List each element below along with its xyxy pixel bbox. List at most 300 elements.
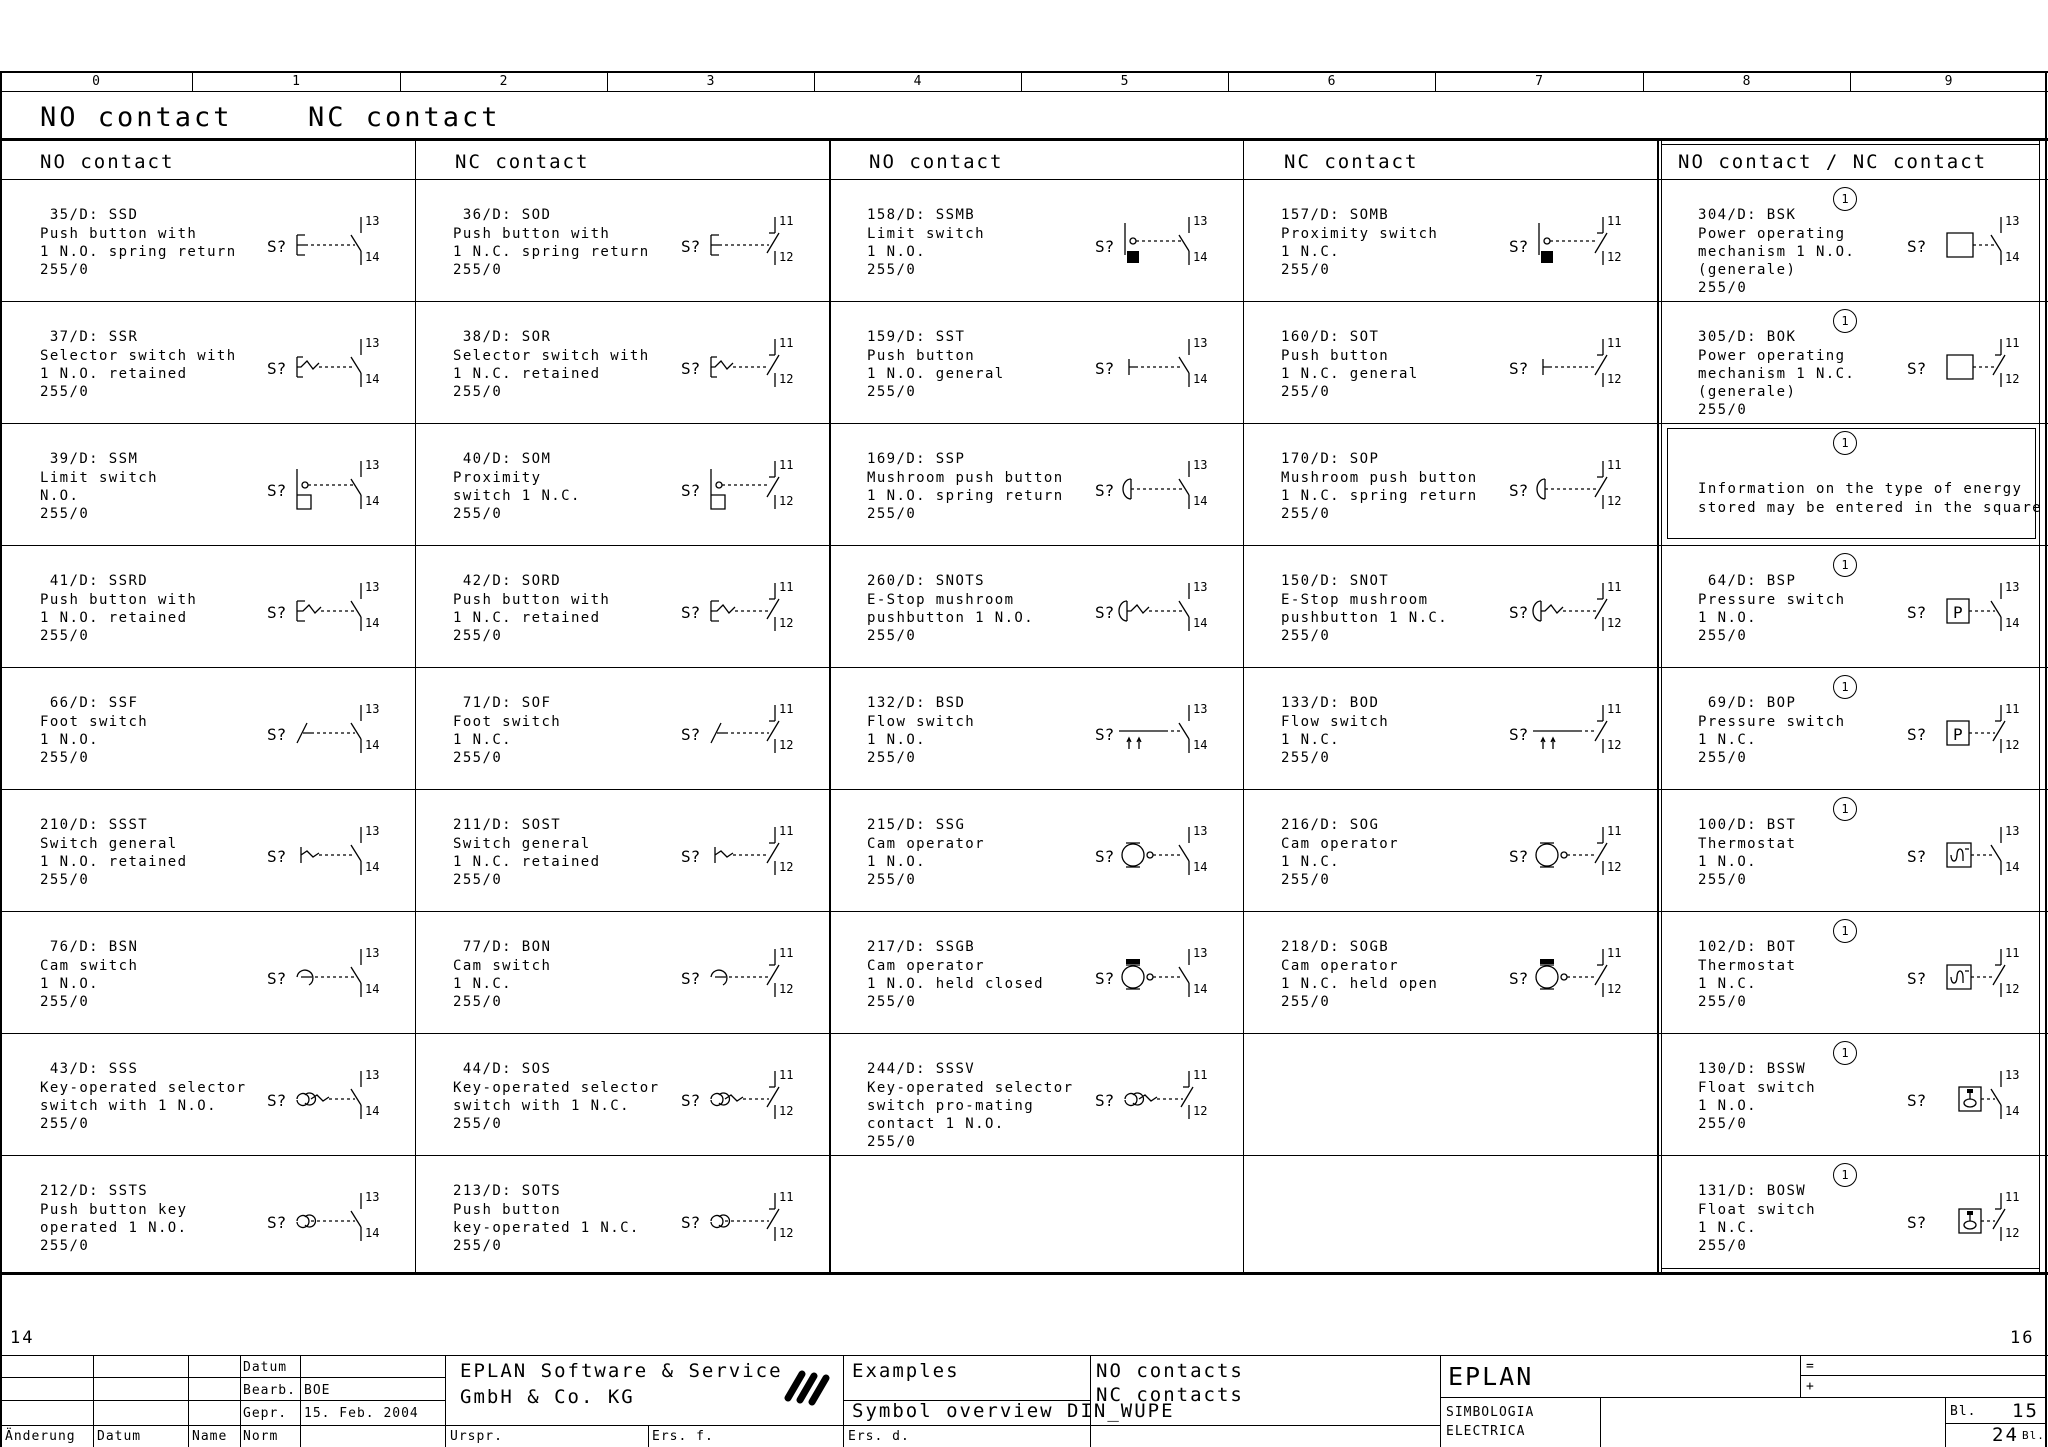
device-ref-label: S? <box>1509 725 1529 744</box>
device-ref-label: S? <box>681 481 701 500</box>
column-number-0: 0 <box>92 74 100 89</box>
device-code: 169/D: SSP <box>867 451 966 467</box>
terminal-number-bottom: 14 <box>365 494 380 508</box>
frame-right <box>2045 71 2047 1447</box>
contact-symbol <box>1907 813 2027 891</box>
device-ref-label: S? <box>681 725 701 744</box>
terminal-number-bottom: 12 <box>1607 982 1622 996</box>
symbol-pb-retained <box>681 569 801 647</box>
symbol-pb-spring <box>681 203 801 281</box>
device-ref-label: S? <box>1907 847 1927 866</box>
device-description-line: Selector switch with <box>40 347 237 364</box>
sheet-title-2: NC contacts <box>1096 1384 1244 1406</box>
sheet-total-label: Bl. <box>2022 1429 2045 1442</box>
sheet-number: 15 <box>2012 1400 2039 1422</box>
device-description-line: 1 N.C. spring return <box>453 243 650 260</box>
device-description-line: 1 N.O. held closed <box>867 975 1044 992</box>
held-marker <box>1540 959 1554 964</box>
plus-field: + <box>1806 1379 1815 1394</box>
symbol-stroke <box>297 469 311 509</box>
terminal-number-bottom: 14 <box>365 250 380 264</box>
symbol-estop <box>1509 569 1629 647</box>
ers-f-label: Ers. f. <box>652 1429 714 1444</box>
device-description-line: Push button with <box>40 225 198 242</box>
device-description-line: Thermostat <box>1698 835 1797 852</box>
device-description-line: 1 N.O. retained <box>40 853 188 870</box>
symbol-stroke <box>767 965 779 985</box>
titleblock-col <box>188 1355 189 1447</box>
device-description-line: 255/0 <box>453 1238 503 1255</box>
device-description-line: 255/0 <box>40 872 90 889</box>
symbol-stroke <box>297 357 319 377</box>
device-description-line: 1 N.O. <box>867 731 926 748</box>
column-divider <box>415 141 416 1272</box>
terminal-number-top: 13 <box>1193 824 1208 838</box>
symbol-float <box>1907 1057 2027 1135</box>
column-number-4: 4 <box>913 74 922 89</box>
terminal-number-bottom: 12 <box>1607 738 1622 752</box>
sheet-total: 24 <box>1992 1424 2019 1446</box>
device-description-line: Power operating <box>1698 347 1846 364</box>
contact-symbol <box>1509 325 1629 403</box>
device-ref-label: S? <box>681 237 701 256</box>
terminal-number-bottom: 14 <box>1193 860 1208 874</box>
bearb-value: BOE <box>304 1383 331 1398</box>
note-marker: 1 <box>1833 675 1857 699</box>
device-ref-label: S? <box>1907 1213 1927 1232</box>
column-ruler-bottom <box>0 91 2048 92</box>
symbol-stroke <box>1561 852 1567 858</box>
symbol-stroke <box>297 1093 329 1106</box>
symbol-foot <box>267 691 387 769</box>
note-marker: 1 <box>1833 919 1857 943</box>
device-ref-label: S? <box>681 1091 701 1110</box>
symbol-cam-op-held <box>1509 935 1629 1013</box>
device-description-line: Pressure switch <box>1698 713 1846 730</box>
symbol-stroke <box>1595 721 1607 741</box>
device-code: 260/D: SNOTS <box>867 573 985 589</box>
terminal-number-top: 11 <box>779 580 794 594</box>
bearb-label: Bearb. <box>243 1383 296 1398</box>
terminal-number-top: 13 <box>1193 580 1208 594</box>
device-code: 66/D: SSF <box>40 695 139 711</box>
symbol-stroke <box>1991 1089 2001 1105</box>
symbol-foot <box>681 691 801 769</box>
device-description-line: 255/0 <box>1698 280 1748 297</box>
contact-symbol <box>1095 813 1215 891</box>
symbol-stroke <box>1947 355 1973 379</box>
symbol-stroke <box>1122 966 1144 988</box>
device-description-line: Cam operator <box>1281 835 1399 852</box>
symbol-pressure <box>1907 691 2027 769</box>
device-ref-label: S? <box>1095 481 1115 500</box>
device-code: 102/D: BOT <box>1698 939 1797 955</box>
device-description-line: 255/0 <box>453 262 503 279</box>
column-divider <box>829 141 831 1272</box>
device-description-line: mechanism 1 N.O. <box>1698 243 1856 260</box>
symbol-stroke <box>767 477 779 497</box>
symbol-stroke <box>351 967 361 983</box>
device-ref-label: S? <box>267 481 287 500</box>
terminal-number-top: 13 <box>2005 214 2020 228</box>
limit-switch-body <box>1127 251 1139 263</box>
norm-label: Norm <box>243 1429 279 1444</box>
device-code: 160/D: SOT <box>1281 329 1380 345</box>
row-divider <box>0 789 2048 790</box>
column-divider <box>1657 141 1659 1272</box>
symbol-stroke <box>767 721 779 741</box>
terminal-number-bottom: 12 <box>779 616 794 630</box>
datum-column-label: Datum <box>97 1429 142 1444</box>
terminal-number-bottom: 14 <box>2005 1104 2020 1118</box>
device-code: 304/D: BSK <box>1698 207 1797 223</box>
device-ref-label: S? <box>1095 725 1115 744</box>
terminal-number-top: 13 <box>365 458 380 472</box>
terminal-number-top: 13 <box>1193 946 1208 960</box>
device-code: 71/D: SOF <box>453 695 552 711</box>
terminal-number-bottom: 14 <box>1193 738 1208 752</box>
symbol-stroke <box>351 357 361 373</box>
device-code: 77/D: BON <box>453 939 552 955</box>
symbol-pb-general <box>1095 325 1215 403</box>
terminal-number-bottom: 14 <box>2005 250 2020 264</box>
column-number-6: 6 <box>1327 74 1336 89</box>
terminal-number-top: 13 <box>2005 1068 2020 1082</box>
info-box <box>2035 428 2036 538</box>
device-description-line: 255/0 <box>40 1116 90 1133</box>
device-description-line: 255/0 <box>1281 384 1331 401</box>
device-description-line: (generale) <box>1698 262 1797 279</box>
contact-symbol <box>267 813 387 891</box>
device-code: 130/D: BSSW <box>1698 1061 1807 1077</box>
device-description-line: 255/0 <box>453 872 503 889</box>
device-description-line: 255/0 <box>867 506 917 523</box>
device-description-line: 1 N.O. <box>1698 1097 1757 1114</box>
device-code: 244/D: SSSV <box>867 1061 976 1077</box>
titleblock-top <box>0 1355 2048 1356</box>
contact-symbol <box>681 447 801 525</box>
device-ref-label: S? <box>267 847 287 866</box>
terminal-number-top: 13 <box>2005 824 2020 838</box>
device-ref-label: S? <box>681 359 701 378</box>
title-rule <box>0 138 2048 141</box>
device-description-line: Push button with <box>453 225 611 242</box>
device-description-line: 255/0 <box>1698 750 1748 767</box>
device-description-line: 255/0 <box>40 506 90 523</box>
symbol-stroke <box>1595 477 1607 497</box>
symbol-stroke <box>1179 723 1189 739</box>
device-ref-label: S? <box>681 1213 701 1232</box>
contact-symbol <box>681 691 801 769</box>
device-description-line: 255/0 <box>1698 872 1748 889</box>
device-description-line: 255/0 <box>40 994 90 1011</box>
symbol-stroke <box>767 1087 779 1107</box>
device-description-line: 1 N.C. <box>453 731 512 748</box>
device-ref-label: S? <box>1907 725 1927 744</box>
float-marker <box>1967 1089 1973 1093</box>
device-description-line: Pressure switch <box>1698 591 1846 608</box>
contact-symbol <box>681 569 801 647</box>
contact-symbol <box>1095 691 1215 769</box>
titleblock-col <box>1945 1397 1946 1447</box>
device-description-line: Mushroom push button <box>867 469 1064 486</box>
gepr-label: Gepr. <box>243 1406 288 1421</box>
device-description-line: 255/0 <box>1281 628 1331 645</box>
symbol-stroke <box>711 601 735 621</box>
device-code: 100/D: BST <box>1698 817 1797 833</box>
column-header: NC contact <box>1284 151 1419 173</box>
device-description-line: Foot switch <box>453 713 562 730</box>
terminal-number-bottom: 14 <box>365 1104 380 1118</box>
device-description-line: 255/0 <box>867 994 917 1011</box>
symbol-stroke <box>351 723 361 739</box>
titleblock-col <box>843 1355 844 1447</box>
device-description-line: 1 N.O. <box>867 853 926 870</box>
device-code: 36/D: SOD <box>453 207 552 223</box>
symbol-stroke <box>1126 843 1140 867</box>
symbol-stroke <box>1595 843 1607 863</box>
note-col-bottom <box>1661 1268 2039 1269</box>
device-code: 210/D: SSST <box>40 817 149 833</box>
device-description-line: Cam switch <box>453 957 552 974</box>
symbol-stroke <box>1179 601 1189 617</box>
terminal-number-top: 11 <box>1607 336 1622 350</box>
symbol-stroke <box>767 233 779 253</box>
terminal-number-top: 11 <box>779 458 794 472</box>
device-description-line: 255/0 <box>40 750 90 767</box>
symbol-stroke <box>1561 974 1567 980</box>
device-description-line: 255/0 <box>453 384 503 401</box>
device-ref-label: S? <box>1095 359 1115 378</box>
device-code: 305/D: BOK <box>1698 329 1797 345</box>
device-description-line: Mushroom push button <box>1281 469 1478 486</box>
device-code: 211/D: SOST <box>453 817 562 833</box>
contact-symbol <box>1907 1179 2027 1257</box>
device-ref-label: S? <box>1509 359 1529 378</box>
symbol-cam-op <box>1509 813 1629 891</box>
terminal-number-top: 13 <box>365 1068 380 1082</box>
device-description-line: Float switch <box>1698 1079 1816 1096</box>
contact-symbol <box>267 569 387 647</box>
symbol-limit-filled <box>1095 203 1215 281</box>
device-ref-label: S? <box>681 847 701 866</box>
symbol-stroke <box>1947 233 1973 257</box>
device-description-line: 1 N.C. <box>1281 731 1340 748</box>
terminal-number-bottom: 14 <box>2005 616 2020 630</box>
terminal-number-bottom: 12 <box>1607 372 1622 386</box>
device-description-line: Selector switch with <box>453 347 650 364</box>
symbol-thermo <box>1907 935 2027 1013</box>
pressure-letter: P <box>1953 603 1963 622</box>
note-marker: 1 <box>1833 309 1857 333</box>
symbol-pb-general <box>1509 325 1629 403</box>
device-description-line: 255/0 <box>1281 872 1331 889</box>
device-description-line: 255/0 <box>1698 628 1748 645</box>
device-description-line: Switch general <box>453 835 591 852</box>
titleblock-row <box>1800 1375 2046 1376</box>
terminal-number-top: 13 <box>365 580 380 594</box>
column-header: NC contact <box>455 151 590 173</box>
terminal-number-bottom: 14 <box>1193 982 1208 996</box>
device-description-line: 255/0 <box>1698 1116 1748 1133</box>
symbol-key-selector <box>681 1057 801 1135</box>
device-description-line: Push button <box>453 1201 562 1218</box>
device-description-line: Float switch <box>1698 1201 1816 1218</box>
contact-symbol <box>1095 447 1215 525</box>
device-description-line: Push button with <box>453 591 611 608</box>
terminal-number-bottom: 14 <box>1193 250 1208 264</box>
symbol-stroke <box>1147 974 1153 980</box>
symbol-stroke <box>1964 1099 1976 1107</box>
contact-symbol <box>267 1179 387 1257</box>
device-ref-label: S? <box>1907 603 1927 622</box>
terminal-number-top: 13 <box>365 946 380 960</box>
terminal-number-bottom: 12 <box>779 982 794 996</box>
note-col-top <box>1661 144 2039 145</box>
device-description-line: 1 N.C. retained <box>453 609 601 626</box>
device-ref-label: S? <box>1509 603 1529 622</box>
device-code: 157/D: SOMB <box>1281 207 1390 223</box>
page-title-nc: NC contact <box>308 102 501 133</box>
device-ref-label: S? <box>267 603 287 622</box>
device-code: 76/D: BSN <box>40 939 139 955</box>
terminal-number-top: 11 <box>2005 336 2020 350</box>
device-description-line: Foot switch <box>40 713 149 730</box>
terminal-number-bottom: 12 <box>2005 1226 2020 1240</box>
contact-symbol <box>1509 203 1629 281</box>
device-description-line: E-Stop mushroom <box>867 591 1015 608</box>
symbol-box <box>1907 203 2027 281</box>
device-description-line: Proximity switch <box>1281 225 1439 242</box>
note-marker: 1 <box>1833 431 1857 455</box>
symbol-stroke <box>1991 235 2001 251</box>
titleblock-row <box>1440 1397 2046 1398</box>
symbol-stroke <box>767 843 779 863</box>
device-description-line: switch 1 N.C. <box>453 487 581 504</box>
contact-symbol <box>681 203 801 281</box>
terminal-number-top: 13 <box>365 336 380 350</box>
symbol-stroke <box>351 845 361 861</box>
device-code: 131/D: BOSW <box>1698 1183 1807 1199</box>
symbol-stroke <box>1537 479 1545 499</box>
symbol-pb-retained <box>267 569 387 647</box>
info-box <box>1667 428 1668 538</box>
titleblock-col <box>445 1355 446 1447</box>
device-description-line: Key-operated selector <box>867 1079 1074 1096</box>
column-header: NO contact <box>869 151 1004 173</box>
device-description-line: 1 N.O. retained <box>40 609 188 626</box>
contact-symbol <box>1095 203 1215 281</box>
terminal-number-top: 11 <box>779 946 794 960</box>
device-description-line: switch with 1 N.O. <box>40 1097 217 1114</box>
symbol-cam-op-held <box>1095 935 1215 1013</box>
symbol-stroke <box>1993 721 2005 741</box>
device-code: 42/D: SORD <box>453 573 562 589</box>
titleblock-col <box>1600 1397 1601 1447</box>
terminal-number-top: 13 <box>365 702 380 716</box>
device-description-line: 255/0 <box>867 750 917 767</box>
sheet-description: Symbol overview DIN_WUPE <box>852 1400 1175 1422</box>
device-description-line: Push button <box>867 347 976 364</box>
contact-symbol <box>1509 569 1629 647</box>
device-description-line: Cam switch <box>40 957 139 974</box>
contact-symbol <box>1509 447 1629 525</box>
symbol-stroke <box>297 601 321 621</box>
device-description-line: 1 N.O. <box>1698 853 1757 870</box>
device-ref-label: S? <box>267 237 287 256</box>
terminal-number-bottom: 12 <box>1607 860 1622 874</box>
symbol-stroke <box>351 1211 361 1227</box>
note-marker: 1 <box>1833 1163 1857 1187</box>
symbol-stroke <box>711 1093 743 1106</box>
device-code: 35/D: SSD <box>40 207 139 223</box>
symbol-stroke <box>1179 967 1189 983</box>
contact-symbol <box>267 691 387 769</box>
symbol-stroke <box>1991 601 2001 617</box>
name-label: Name <box>192 1429 228 1444</box>
row-divider <box>0 667 2048 668</box>
device-code: 150/D: SNOT <box>1281 573 1390 589</box>
symbol-stroke <box>1964 1221 1976 1229</box>
device-ref-label: S? <box>1095 1091 1115 1110</box>
limit-switch-body <box>1541 251 1553 263</box>
column-divider <box>1661 141 1662 1272</box>
symbol-flow <box>1509 691 1629 769</box>
float-marker <box>1967 1211 1973 1215</box>
symbol-mushroom <box>1095 447 1215 525</box>
contact-symbol <box>681 813 801 891</box>
device-description-line: 1 N.C. <box>1281 853 1340 870</box>
column-divider <box>1243 141 1244 1272</box>
titleblock-col <box>648 1425 649 1447</box>
contact-symbol <box>1907 691 2027 769</box>
terminal-number-bottom: 12 <box>779 250 794 264</box>
titleblock-col <box>300 1355 301 1447</box>
terminal-number-top: 11 <box>1607 458 1622 472</box>
symbol-stroke <box>767 599 779 619</box>
symbol-key <box>267 1179 387 1257</box>
device-code: 170/D: SOP <box>1281 451 1380 467</box>
terminal-number-bottom: 12 <box>779 860 794 874</box>
device-description-line: Key-operated selector <box>40 1079 247 1096</box>
device-description-line: key-operated 1 N.C. <box>453 1219 640 1236</box>
symbol-stroke <box>351 235 361 251</box>
titleblock-col <box>93 1355 94 1447</box>
column-number-8: 8 <box>1742 74 1751 89</box>
symbol-stroke <box>1947 843 1971 867</box>
contact-symbol <box>1907 203 2027 281</box>
device-description-line: switch with 1 N.C. <box>453 1097 630 1114</box>
sheet-title-1: NO contacts <box>1096 1360 1244 1382</box>
terminal-number-top: 13 <box>1193 336 1208 350</box>
device-description-line: 255/0 <box>1698 994 1748 1011</box>
frame-left <box>0 71 2 1447</box>
contact-symbol <box>267 1057 387 1135</box>
device-description-line: 1 N.O. spring return <box>867 487 1064 504</box>
device-description-line: E-Stop mushroom <box>1281 591 1429 608</box>
terminal-number-bottom: 14 <box>1193 616 1208 630</box>
device-code: 159/D: SST <box>867 329 966 345</box>
device-ref-label: S? <box>1907 969 1927 988</box>
terminal-number-top: 11 <box>779 1068 794 1082</box>
terminal-number-bottom: 12 <box>1607 250 1622 264</box>
terminal-number-bottom: 14 <box>365 982 380 996</box>
device-description-line: Cam operator <box>1281 957 1399 974</box>
symbol-stroke <box>1595 599 1607 619</box>
device-ref-label: S? <box>267 725 287 744</box>
device-code: 39/D: SSM <box>40 451 139 467</box>
device-description-line: 255/0 <box>1281 750 1331 767</box>
